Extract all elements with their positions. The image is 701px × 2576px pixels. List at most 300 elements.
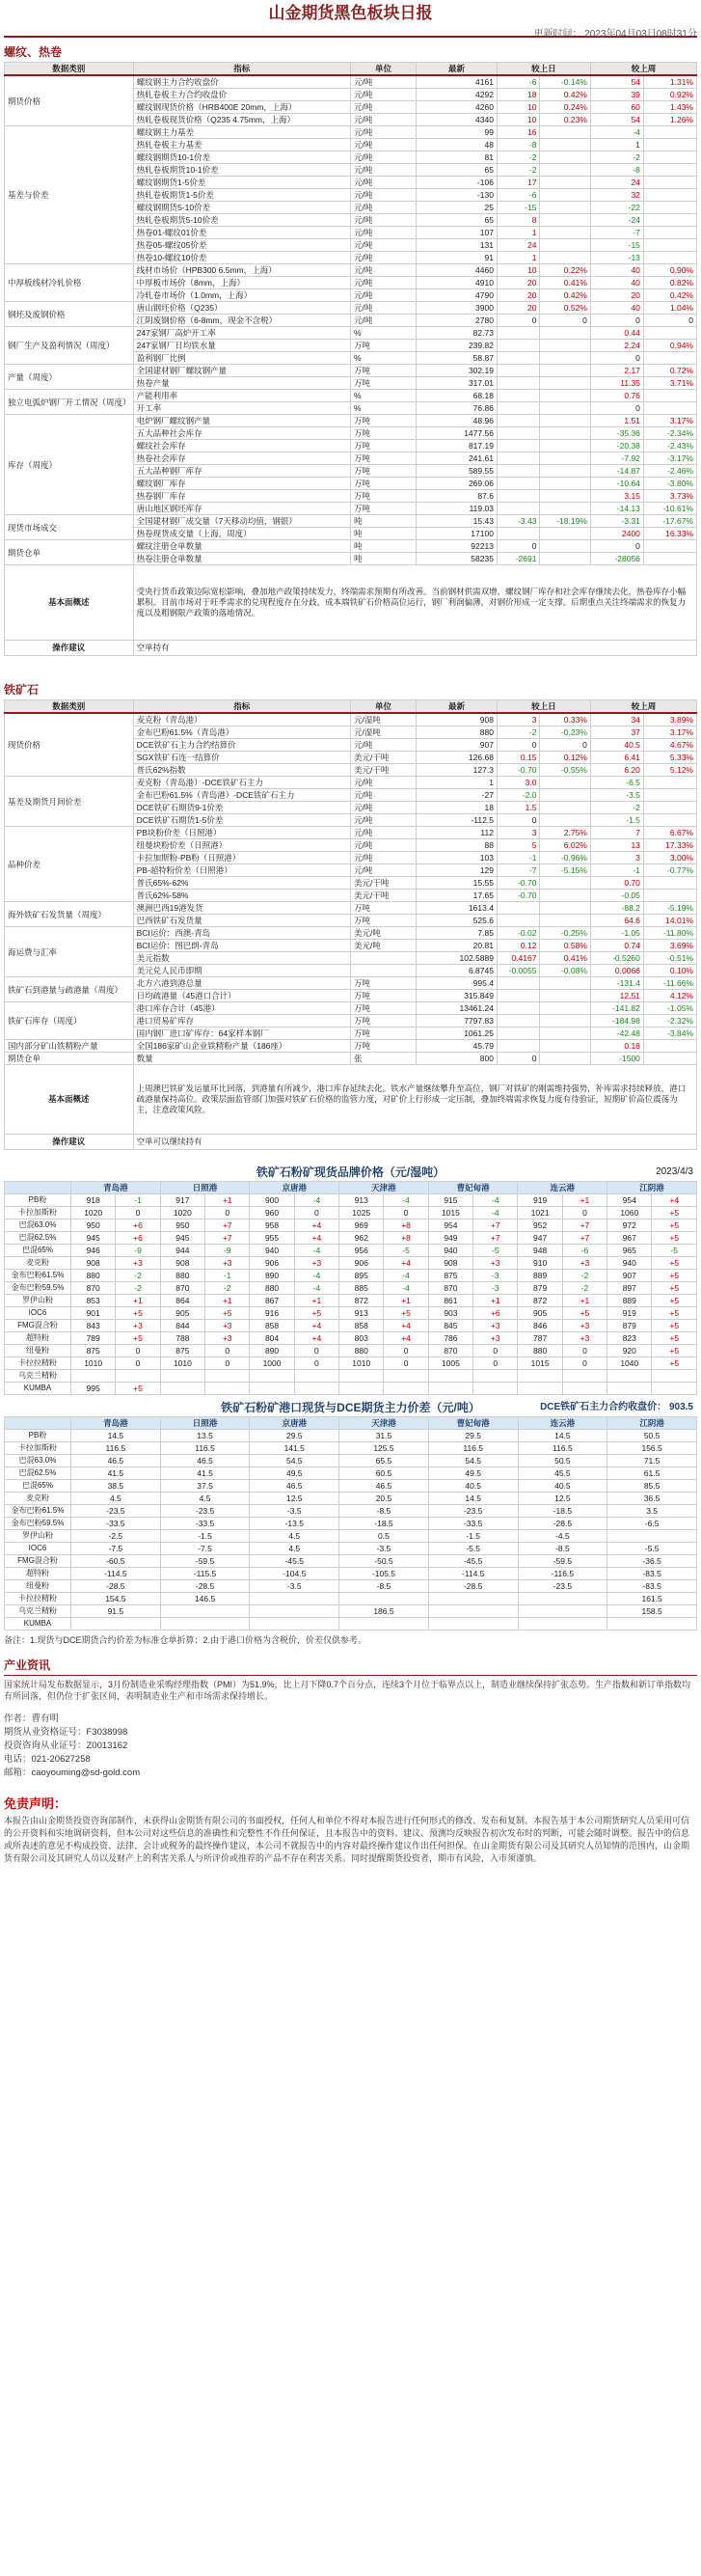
port-basis: -18.5 bbox=[518, 1505, 607, 1518]
row-week-pct bbox=[643, 202, 696, 214]
port-change: -9 bbox=[116, 1245, 160, 1257]
row-unit: 元/吨 bbox=[350, 302, 416, 315]
table-row bbox=[5, 713, 697, 726]
row-day-change: 3.0 bbox=[497, 777, 540, 789]
table-row bbox=[5, 1467, 697, 1480]
row-unit: 元/吨 bbox=[350, 864, 416, 877]
row-week-pct: 6.67% bbox=[643, 827, 696, 839]
row-week-pct: -3.80% bbox=[643, 478, 696, 490]
row-day-pct: 6.02% bbox=[540, 839, 590, 852]
port-change bbox=[652, 1370, 697, 1383]
port-price: 788 bbox=[160, 1332, 204, 1345]
port-basis bbox=[518, 1593, 607, 1605]
blank-header bbox=[5, 1417, 71, 1430]
port-basis bbox=[160, 1618, 250, 1631]
table-row bbox=[5, 1430, 697, 1442]
row-latest: 87.6 bbox=[417, 490, 498, 503]
row-latest: 7.85 bbox=[417, 927, 498, 940]
row-latest: 817.19 bbox=[417, 440, 498, 452]
row-latest: -130 bbox=[417, 189, 498, 202]
port-header: 连云港 bbox=[518, 1182, 607, 1194]
row-week-change: 24 bbox=[590, 177, 643, 189]
row-week-change: 0.76 bbox=[590, 390, 643, 402]
row-week-change: 0.0066 bbox=[590, 965, 643, 977]
row-day-pct bbox=[540, 1028, 590, 1040]
port-change: -3 bbox=[473, 1282, 518, 1295]
row-week-change: 32 bbox=[590, 189, 643, 202]
row-indicator: 热卷产量 bbox=[133, 377, 350, 390]
port-change bbox=[473, 1370, 518, 1383]
row-day-change bbox=[497, 390, 540, 402]
row-day-pct bbox=[540, 540, 590, 553]
table-row bbox=[5, 75, 697, 89]
ore-brand: 罗伊山粉 bbox=[5, 1295, 71, 1307]
table-row bbox=[5, 1543, 697, 1555]
port-price: 960 bbox=[250, 1207, 294, 1219]
row-latest: 995.4 bbox=[417, 977, 498, 990]
port-change: 0 bbox=[116, 1357, 160, 1370]
ore-brand: 卡拉加斯粉 bbox=[5, 1207, 71, 1219]
row-unit: 美元/干吨 bbox=[350, 877, 416, 890]
port-price: 880 bbox=[250, 1282, 294, 1295]
port-basis: -2.5 bbox=[71, 1530, 161, 1543]
row-week-pct: 0.90% bbox=[643, 264, 696, 277]
row-week-change: -24 bbox=[590, 214, 643, 227]
row-unit: 万吨 bbox=[350, 465, 416, 478]
row-indicator: 热卷05-螺纹05价差 bbox=[133, 239, 350, 252]
row-week-change: -131.4 bbox=[590, 977, 643, 990]
port-header: 曹妃甸港 bbox=[428, 1417, 518, 1430]
row-day-pct bbox=[540, 402, 590, 415]
row-latest: 800 bbox=[417, 1053, 498, 1065]
port-basis: 50.5 bbox=[607, 1430, 697, 1442]
port-change: +6 bbox=[473, 1307, 518, 1320]
row-week-pct bbox=[643, 777, 696, 789]
port-price: 916 bbox=[250, 1307, 294, 1320]
port-change: +5 bbox=[294, 1307, 338, 1320]
row-indicator: 唐山钢坯价格（Q235） bbox=[133, 302, 350, 315]
port-basis: -36.5 bbox=[607, 1555, 697, 1568]
port-price: 1021 bbox=[518, 1207, 562, 1219]
port-change: -2 bbox=[116, 1270, 160, 1282]
row-week-pct: 3.00% bbox=[643, 852, 696, 864]
row-indicator: 热轧卷板期货1-5价差 bbox=[133, 189, 350, 202]
port-change: +3 bbox=[473, 1332, 518, 1345]
row-day-change bbox=[497, 490, 540, 503]
row-week-change: -13 bbox=[590, 252, 643, 264]
row-unit: 万吨 bbox=[350, 415, 416, 427]
row-week-change: 0 bbox=[590, 352, 643, 365]
port-change: +5 bbox=[652, 1270, 697, 1282]
row-indicator: 五大品种社会库存 bbox=[133, 427, 350, 440]
row-day-pct bbox=[540, 528, 590, 540]
row-day-change bbox=[497, 528, 540, 540]
table-row bbox=[5, 1580, 697, 1593]
row-day-change: -1 bbox=[497, 852, 540, 864]
row-day-change: 0 bbox=[497, 814, 540, 827]
row-category: 期货仓单 bbox=[5, 540, 134, 565]
row-indicator: 热轧卷板期货5-10价差 bbox=[133, 214, 350, 227]
row-week-pct: 0.72% bbox=[643, 365, 696, 377]
row-unit: 吨 bbox=[350, 540, 416, 553]
table-row bbox=[5, 1593, 697, 1605]
row-week-pct: 3.89% bbox=[643, 713, 696, 726]
row-unit: 万吨 bbox=[350, 503, 416, 515]
row-week-change: 2.24 bbox=[590, 340, 643, 352]
row-indicator: DCE铁矿石期货9-1价差 bbox=[133, 802, 350, 814]
row-day-change bbox=[497, 465, 540, 478]
row-week-pct: -1.05% bbox=[643, 1002, 696, 1015]
ore-brand: 巴混62.5% bbox=[5, 1232, 71, 1245]
row-week-change: -6.5 bbox=[590, 777, 643, 789]
row-unit: % bbox=[350, 327, 416, 340]
row-unit bbox=[350, 965, 416, 977]
port-basis: -115.5 bbox=[160, 1568, 250, 1580]
row-category: 海外铁矿石发货量（周度） bbox=[5, 902, 134, 927]
port-change: +5 bbox=[384, 1307, 428, 1320]
row-day-pct bbox=[540, 802, 590, 814]
row-latest: 131 bbox=[417, 239, 498, 252]
row-latest: 2780 bbox=[417, 315, 498, 327]
row-day-change bbox=[497, 977, 540, 990]
ore-brand: 巴混63.0% bbox=[5, 1455, 71, 1467]
row-unit: 万吨 bbox=[350, 1040, 416, 1053]
port-change: 0 bbox=[562, 1345, 607, 1357]
row-week-pct: 5.12% bbox=[643, 764, 696, 777]
row-week-pct: -5.19% bbox=[643, 902, 696, 915]
port-price: 918 bbox=[71, 1194, 116, 1207]
port-basis: -83.5 bbox=[607, 1580, 697, 1593]
row-day-pct bbox=[540, 427, 590, 440]
port-basis: 125.5 bbox=[339, 1442, 429, 1455]
basis-table bbox=[4, 1416, 697, 1631]
row-latest: 65 bbox=[417, 214, 498, 227]
row-week-pct: -2.32% bbox=[643, 1015, 696, 1028]
ore-brand: IOC6 bbox=[5, 1307, 71, 1320]
port-basis: 116.5 bbox=[428, 1442, 518, 1455]
row-indicator: 国内钢厂进口矿库存：64家样本钢厂 bbox=[133, 1028, 350, 1040]
port-header: 天津港 bbox=[339, 1182, 429, 1194]
row-week-pct: 4.67% bbox=[643, 739, 696, 752]
port-basis: -116.5 bbox=[518, 1568, 607, 1580]
row-day-change bbox=[497, 402, 540, 415]
row-day-change bbox=[497, 1028, 540, 1040]
table-row bbox=[5, 1568, 697, 1580]
port-basis: 38.5 bbox=[71, 1480, 161, 1493]
port-basis bbox=[250, 1593, 339, 1605]
report-title: 山金期货黑色板块日报 bbox=[268, 4, 433, 22]
row-week-change: -0.05 bbox=[590, 890, 643, 902]
row-unit: 万吨 bbox=[350, 452, 416, 465]
table-row bbox=[5, 415, 697, 427]
port-price: 897 bbox=[607, 1282, 652, 1295]
port-basis: 91.5 bbox=[71, 1605, 161, 1618]
port-price: 940 bbox=[607, 1257, 652, 1270]
port-price: 875 bbox=[428, 1270, 472, 1282]
row-week-pct: 3.73% bbox=[643, 490, 696, 503]
port-change: -4 bbox=[384, 1270, 428, 1282]
port-price: 861 bbox=[428, 1295, 472, 1307]
ore-brand: 巴混62.5% bbox=[5, 1467, 71, 1480]
port-change: +1 bbox=[562, 1194, 607, 1207]
row-unit: 万吨 bbox=[350, 377, 416, 390]
row-week-pct: 4.12% bbox=[643, 990, 696, 1002]
row-day-change: 3 bbox=[497, 827, 540, 839]
row-category: 钢厂生产及盈利情况（周度） bbox=[5, 327, 134, 365]
row-latest: 15.43 bbox=[417, 515, 498, 528]
port-basis: -114.5 bbox=[428, 1568, 518, 1580]
row-latest: 25 bbox=[417, 202, 498, 214]
row-week-pct bbox=[643, 390, 696, 402]
port-header: 曹妃甸港 bbox=[428, 1182, 518, 1194]
row-latest: 589.55 bbox=[417, 465, 498, 478]
row-indicator: 热轧卷板主力基差 bbox=[133, 139, 350, 151]
row-week-change: -28056 bbox=[590, 553, 643, 565]
row-category: 基差与价差 bbox=[5, 126, 134, 264]
row-latest: 1 bbox=[417, 777, 498, 789]
port-change: +8 bbox=[384, 1232, 428, 1245]
row-week-change: -8 bbox=[590, 164, 643, 177]
row-latest: 4161 bbox=[417, 75, 498, 89]
row-latest: 241.61 bbox=[417, 452, 498, 465]
table-row bbox=[5, 1194, 697, 1207]
dce-close-value: 903.5 bbox=[668, 1402, 693, 1412]
row-unit: 美元/吨 bbox=[350, 927, 416, 940]
port-basis: -105.5 bbox=[339, 1568, 429, 1580]
row-day-pct bbox=[540, 352, 590, 365]
port-price: 949 bbox=[428, 1232, 472, 1245]
port-basis bbox=[428, 1605, 518, 1618]
row-day-change bbox=[497, 327, 540, 340]
row-day-change: -2.0 bbox=[497, 789, 540, 802]
row-week-change: -22 bbox=[590, 202, 643, 214]
ore-brand: KUMBA bbox=[5, 1618, 71, 1631]
row-day-pct bbox=[540, 814, 590, 827]
row-day-pct: -5.15% bbox=[540, 864, 590, 877]
port-header: 日照港 bbox=[160, 1417, 250, 1430]
row-week-change: -15 bbox=[590, 239, 643, 252]
port-basis bbox=[250, 1605, 339, 1618]
port-change: +3 bbox=[294, 1257, 338, 1270]
port-basis: 37.5 bbox=[160, 1480, 250, 1493]
port-change: +5 bbox=[652, 1257, 697, 1270]
row-indicator: 日均疏港量（45港口合计） bbox=[133, 990, 350, 1002]
row-day-change: 0.12 bbox=[497, 940, 540, 952]
table-row bbox=[5, 1618, 697, 1631]
row-day-change: -0.70 bbox=[497, 877, 540, 890]
port-basis: -23.5 bbox=[71, 1505, 161, 1518]
row-indicator: 热卷注册仓单数量 bbox=[133, 553, 350, 565]
row-indicator: 港口贸易矿库存 bbox=[133, 1015, 350, 1028]
port-change: +5 bbox=[652, 1282, 697, 1295]
port-change: +5 bbox=[652, 1357, 697, 1370]
row-day-change: 24 bbox=[497, 239, 540, 252]
port-price: 867 bbox=[250, 1295, 294, 1307]
port-price: 895 bbox=[339, 1270, 384, 1282]
row-unit: 元/湿吨 bbox=[350, 713, 416, 726]
row-unit: 美元/干吨 bbox=[350, 890, 416, 902]
table-row bbox=[5, 1530, 697, 1543]
row-category: 铁矿石到港量与疏港量（周度） bbox=[5, 977, 134, 1002]
row-week-pct: 1.43% bbox=[643, 101, 696, 114]
row-indicator: 热卷10-螺纹10价差 bbox=[133, 252, 350, 264]
port-price: 962 bbox=[339, 1232, 384, 1245]
row-day-pct bbox=[540, 390, 590, 402]
row-unit: 美元/吨 bbox=[350, 940, 416, 952]
row-indicator: 螺纹钢现货价格（HRB400E 20mm，上海） bbox=[133, 101, 350, 114]
row-day-pct: 0.58% bbox=[540, 940, 590, 952]
row-unit: 美元/干吨 bbox=[350, 752, 416, 764]
row-category: 现货市场成交 bbox=[5, 515, 134, 540]
row-day-change bbox=[497, 427, 540, 440]
port-price: 945 bbox=[160, 1232, 204, 1245]
row-category: 中厚板线材冷轧价格 bbox=[5, 264, 134, 302]
row-latest: 880 bbox=[417, 726, 498, 739]
port-change: +3 bbox=[205, 1332, 250, 1345]
row-latest: 58235 bbox=[417, 553, 498, 565]
port-basis: -45.5 bbox=[428, 1555, 518, 1568]
ore-brand: FMG混合粉 bbox=[5, 1555, 71, 1568]
row-day-pct: 0.41% bbox=[540, 277, 590, 289]
port-basis: -3.5 bbox=[250, 1580, 339, 1593]
row-week-pct: -0.77% bbox=[643, 864, 696, 877]
table-row bbox=[5, 1357, 697, 1370]
port-basis bbox=[71, 1618, 161, 1631]
port-change: +6 bbox=[116, 1232, 160, 1245]
row-week-pct: 3.69% bbox=[643, 940, 696, 952]
port-basis: -114.5 bbox=[71, 1568, 161, 1580]
row-week-pct bbox=[643, 802, 696, 814]
port-change: +5 bbox=[652, 1295, 697, 1307]
port-basis: 71.5 bbox=[607, 1455, 697, 1467]
port-basis: 54.5 bbox=[250, 1455, 339, 1467]
port-basis: 46.5 bbox=[160, 1455, 250, 1467]
row-day-change bbox=[497, 915, 540, 927]
port-price: 879 bbox=[607, 1320, 652, 1332]
basis-footnote: 备注：1.现货与DCE期货合约价差为标准仓单折算；2.由于港口价格为含税价，价差仅供参考。 bbox=[4, 1635, 367, 1645]
port-change: -4 bbox=[384, 1194, 428, 1207]
port-change: -2 bbox=[116, 1282, 160, 1295]
port-header: 江阴港 bbox=[607, 1182, 697, 1194]
row-unit: 张 bbox=[350, 1053, 416, 1065]
table-row bbox=[5, 1605, 697, 1618]
port-basis: -8.5 bbox=[518, 1543, 607, 1555]
table-row bbox=[5, 1555, 697, 1568]
port-change: -4 bbox=[294, 1282, 338, 1295]
row-day-change bbox=[497, 440, 540, 452]
row-latest: 102.5889 bbox=[417, 952, 498, 965]
port-price: 875 bbox=[160, 1345, 204, 1357]
row-category: 期货仓单 bbox=[5, 1053, 134, 1065]
row-week-change: -3.5 bbox=[590, 789, 643, 802]
basic-text: 受央行货币政策边际宽松影响，叠加地产政策持续发力，终端需求预期有所改善。当前钢材供需双增，螺纹钢厂库存和社会库存继续去化，热卷库存小幅累积。目前市场对于旺季需求的兑现程度存在分歧，成本端铁矿石价格高位运行，钢厂利润偏薄，对钢价形成一定支撑。后期重点关注终端需求的恢复力度以及粗钢限产政策的落地情况。 bbox=[133, 565, 696, 641]
row-week-pct bbox=[643, 126, 696, 139]
row-latest: -27 bbox=[417, 789, 498, 802]
port-basis: -59.5 bbox=[518, 1555, 607, 1568]
port-basis: -5.5 bbox=[607, 1543, 697, 1555]
basis-board-title-text: 铁矿石粉矿港口现货与DCE期货主力价差（元/吨） bbox=[221, 1401, 480, 1414]
basic-label: 基本面概述 bbox=[5, 1065, 134, 1135]
row-unit: 元/吨 bbox=[350, 739, 416, 752]
row-latest: 58.87 bbox=[417, 352, 498, 365]
table-row bbox=[5, 1320, 697, 1332]
port-change: +4 bbox=[294, 1232, 338, 1245]
row-day-pct: 0.24% bbox=[540, 101, 590, 114]
port-change: +3 bbox=[116, 1257, 160, 1270]
table-row bbox=[5, 902, 697, 915]
port-basis bbox=[250, 1618, 339, 1631]
row-day-pct bbox=[540, 990, 590, 1002]
port-price: 870 bbox=[71, 1282, 116, 1295]
table-row bbox=[5, 327, 697, 340]
col-latest: 最新 bbox=[417, 63, 498, 76]
row-week-change: 3.15 bbox=[590, 490, 643, 503]
port-basis: 0.5 bbox=[339, 1530, 429, 1543]
port-change: -1 bbox=[116, 1194, 160, 1207]
row-latest: 315.849 bbox=[417, 990, 498, 1002]
row-day-pct bbox=[540, 227, 590, 239]
port-basis: 4.5 bbox=[250, 1530, 339, 1543]
industry-news-text: 国家统计局发布数据显示，3月份制造业采购经理指数（PMI）为51.9%，比上月下降0.7个百分点，连续3个月位于临界点以上，制造业继续保持扩张态势。生产指数和新订单指数均有所回落，但仍位于扩张区间，表明制造业生产和市场需求保持增长。 bbox=[4, 1680, 691, 1701]
port-change: +1 bbox=[205, 1295, 250, 1307]
port-price: 967 bbox=[607, 1232, 652, 1245]
row-day-pct bbox=[540, 902, 590, 915]
port-basis: 146.5 bbox=[160, 1593, 250, 1605]
port-basis: -3.5 bbox=[339, 1543, 429, 1555]
port-price: 946 bbox=[71, 1245, 116, 1257]
port-basis: -28.5 bbox=[518, 1518, 607, 1530]
row-latest: 129 bbox=[417, 864, 498, 877]
port-basis: 46.5 bbox=[250, 1480, 339, 1493]
row-latest: -112.5 bbox=[417, 814, 498, 827]
row-day-change: 20 bbox=[497, 289, 540, 302]
row-day-pct bbox=[540, 340, 590, 352]
port-change: 0 bbox=[205, 1207, 250, 1219]
row-unit: 元/吨 bbox=[350, 814, 416, 827]
row-indicator: 普氏62%-58% bbox=[133, 890, 350, 902]
port-change: +7 bbox=[473, 1219, 518, 1232]
row-week-change: 0 bbox=[590, 315, 643, 327]
port-change: +5 bbox=[116, 1332, 160, 1345]
row-day-pct bbox=[540, 1002, 590, 1015]
row-week-pct bbox=[643, 214, 696, 227]
row-indicator: 普氏62%指数 bbox=[133, 764, 350, 777]
port-price: 789 bbox=[71, 1332, 116, 1345]
row-indicator: 全国建材钢厂螺纹钢产量 bbox=[133, 365, 350, 377]
row-indicator: 冷轧卷市场价（1.0mm，上海） bbox=[133, 289, 350, 302]
row-day-pct bbox=[540, 415, 590, 427]
row-day-pct: 0.52% bbox=[540, 302, 590, 315]
col-day-change: 较上日 bbox=[497, 63, 590, 76]
port-price bbox=[428, 1370, 472, 1383]
port-price: 1010 bbox=[71, 1357, 116, 1370]
row-latest: 18 bbox=[417, 802, 498, 814]
row-unit: 元/吨 bbox=[350, 89, 416, 101]
port-price: 880 bbox=[518, 1345, 562, 1357]
row-unit: 元/吨 bbox=[350, 189, 416, 202]
port-change: 0 bbox=[294, 1357, 338, 1370]
port-basis: -33.5 bbox=[428, 1518, 518, 1530]
row-indicator: 螺纹钢厂库存 bbox=[133, 478, 350, 490]
table-row bbox=[5, 1332, 697, 1345]
port-basis bbox=[428, 1593, 518, 1605]
basic-label: 基本面概述 bbox=[5, 565, 134, 641]
row-day-pct bbox=[540, 365, 590, 377]
port-basis: 46.5 bbox=[71, 1455, 161, 1467]
port-price: 940 bbox=[428, 1245, 472, 1257]
port-change bbox=[473, 1383, 518, 1395]
row-latest: 76.86 bbox=[417, 402, 498, 415]
